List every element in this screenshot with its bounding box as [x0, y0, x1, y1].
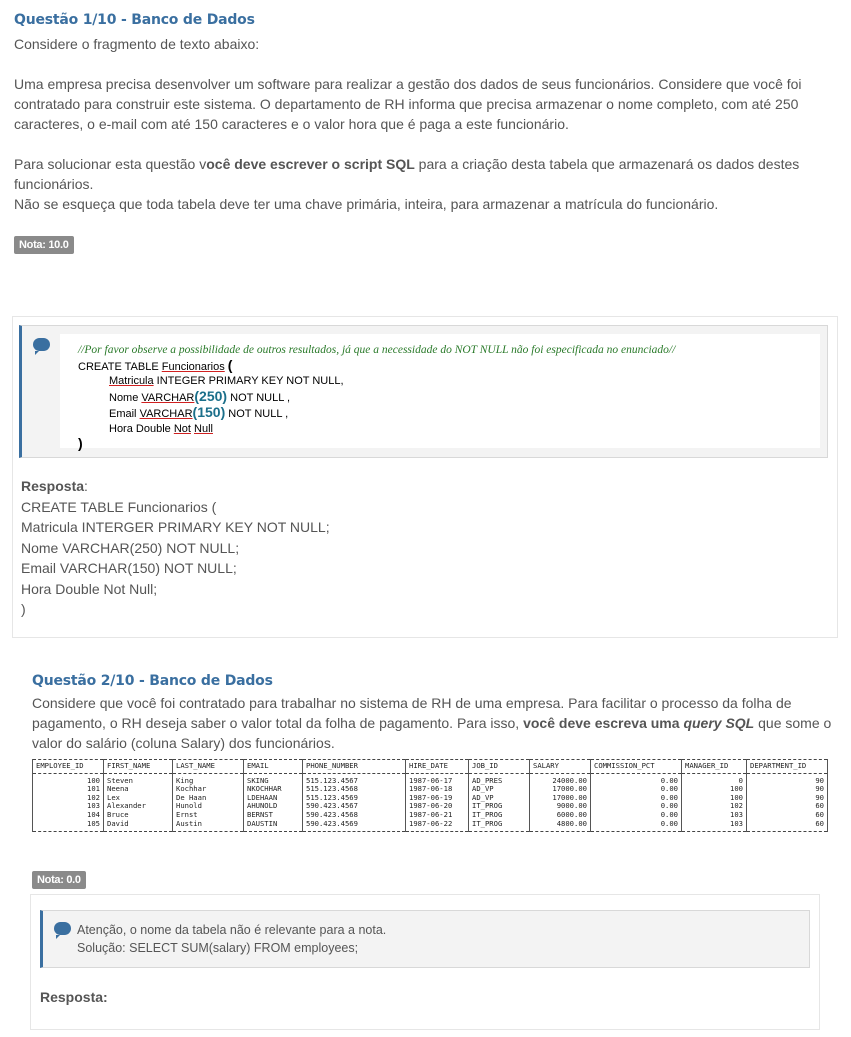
bold-text: ocê deve escrever o script SQL: [206, 156, 415, 172]
table-cell: 102: [682, 802, 747, 811]
table-body: [33, 773, 828, 832]
text: Considere que você foi contratado para trabalhar no sistema de RH de uma empresa. Para facilitar o processo da folha de pagamento, o RH deseja saber o valor total da folha de pagamento. Para isso,: [32, 695, 792, 731]
table-cell: Bruce: [104, 811, 173, 820]
student-answer: [40, 987, 108, 1008]
table-cell: 17000.00: [530, 785, 591, 794]
table-cell: 103: [33, 802, 104, 811]
text: Para solucionar esta questão v: [14, 156, 207, 172]
question-2-body: [32, 693, 832, 753]
table-cell: David: [104, 820, 173, 832]
table-cell: 101: [33, 785, 104, 794]
table-cell: 515.123.4568: [303, 785, 406, 794]
student-answer: [21, 476, 330, 620]
answer-label: Resposta:: [40, 989, 108, 1005]
comment-line: Solução: SELECT SUM(salary) FROM employees;: [77, 941, 359, 955]
code-text: VARCHAR: [141, 391, 195, 404]
grade-badge: Nota: 0.0: [32, 871, 86, 889]
code-text: CREATE TABLE: [78, 360, 162, 373]
table-cell: IT_PROG: [469, 802, 530, 811]
table-cell: 1987-06-17: [406, 773, 469, 785]
teacher-comment: [40, 910, 810, 968]
table-cell: 60: [747, 802, 828, 811]
table-cell: LDEHAAN: [244, 794, 303, 803]
table-cell: 104: [33, 811, 104, 820]
table-cell: 6000.00: [530, 811, 591, 820]
question-2-title: Questão 2/10 - Banco de Dados: [32, 673, 273, 689]
answer-line: CREATE TABLE Funcionarios (: [21, 498, 217, 515]
question-1-body: [14, 34, 844, 214]
table-cell: 0.00: [591, 794, 682, 803]
teacher-comment: [19, 325, 828, 458]
bold-italic-text: query SQL: [683, 715, 755, 731]
code-text: INTEGER PRIMARY KEY NOT NULL,: [153, 375, 344, 387]
table-cell: 100: [682, 794, 747, 803]
code-text: (150): [192, 404, 226, 420]
table-cell: BERNST: [244, 811, 303, 820]
code-text: Hora Double: [109, 422, 174, 435]
table-header-cell: COMMISSION_PCT: [591, 760, 682, 774]
code-comment-text: //Por favor observe a possibilidade de outros resultados, já que a necessidade do NOT NULL não foi especificada no enunciado//: [78, 344, 676, 356]
table-cell: 90: [747, 785, 828, 794]
table-header-cell: SALARY: [530, 760, 591, 774]
code-line: [78, 436, 820, 453]
table-header-cell: DEPARTMENT_ID: [747, 760, 828, 774]
code-comment: [78, 343, 820, 358]
answer-line: Hora Double Not Null;: [21, 580, 158, 597]
answer-label-text: Resposta: [21, 478, 85, 494]
table-header-cell: EMPLOYEE_ID: [33, 760, 104, 774]
code-line: [78, 405, 820, 422]
question-2-paragraph: [32, 693, 832, 753]
table-cell: Hunold: [173, 802, 244, 811]
table-cell: 590.423.4567: [303, 802, 406, 811]
table-cell: 105: [33, 820, 104, 832]
code-line: [78, 389, 820, 406]
question-1-paragraph-1: Uma empresa precisa desenvolver um software para realizar a gestão dos dados de seus funcionários. Considere que você foi contratado para construir este sistema. O departamento de RH informa que precisa armazenar o nome completo, com até 250 caracteres, o e-mail com até 150 caracteres e o valor hora que é paga a este funcionário.: [14, 76, 802, 132]
table-row: [33, 820, 828, 832]
table-cell: Alexander: [104, 802, 173, 811]
table-cell: Ernst: [173, 811, 244, 820]
answer-line: ): [21, 601, 26, 617]
table-cell: 1987-06-22: [406, 820, 469, 832]
code-text: (: [227, 356, 233, 373]
table-cell: IT_PROG: [469, 811, 530, 820]
grade-badge: Nota: 10.0: [14, 236, 74, 254]
comment-text: [77, 921, 386, 957]
table-header-cell: MANAGER_ID: [682, 760, 747, 774]
table-cell: 515.123.4569: [303, 794, 406, 803]
table-cell: Austin: [173, 820, 244, 832]
code-text: Matricula: [109, 375, 154, 387]
answer-label: [21, 476, 330, 497]
answer-line: Nome VARCHAR(250) NOT NULL;: [21, 539, 240, 556]
table-cell: 1987-06-19: [406, 794, 469, 803]
question-1-paragraph-3: Não se esqueça que toda tabela deve ter uma chave primária, inteira, para armazenar a matrícula do funcionário.: [14, 196, 719, 212]
code-text: NOT NULL ,: [227, 391, 291, 404]
bold-text: você deve escreva uma: [523, 715, 684, 731]
table-cell: Steven: [104, 773, 173, 785]
table-cell: NKOCHHAR: [244, 785, 303, 794]
employees-table: [32, 759, 828, 832]
code-text: Email: [109, 408, 140, 420]
table-cell: 0.00: [591, 802, 682, 811]
table-cell: 60: [747, 820, 828, 832]
table-cell: 0.00: [591, 785, 682, 794]
comment-icon: [33, 338, 50, 351]
code-text: VARCHAR: [139, 408, 193, 420]
employees-table-image: [32, 759, 828, 832]
table-cell: 60: [747, 811, 828, 820]
table-cell: Lex: [104, 794, 173, 803]
code-line: [78, 374, 820, 389]
table-cell: 90: [747, 794, 828, 803]
table-header-cell: PHONE_NUMBER: [303, 760, 406, 774]
code-text: Not: [173, 422, 191, 435]
table-cell: 4800.00: [530, 820, 591, 832]
table-cell: 102: [33, 794, 104, 803]
text: para a criação desta tabela que armazenará os dados destes funcionários.: [14, 156, 800, 192]
table-cell: 515.123.4567: [303, 773, 406, 785]
table-cell: AD_VP: [469, 785, 530, 794]
table-cell: 24000.00: [530, 773, 591, 785]
table-cell: SKING: [244, 773, 303, 785]
table-cell: 103: [682, 811, 747, 820]
code-text: Nome: [109, 391, 142, 404]
table-cell: 17000.00: [530, 794, 591, 803]
table-header-cell: EMAIL: [244, 760, 303, 774]
table-cell: 0.00: [591, 811, 682, 820]
code-text: ): [78, 435, 83, 451]
table-cell: King: [173, 773, 244, 785]
code-text: NOT NULL ,: [225, 408, 289, 420]
text: que some o valor do salário (coluna Salary) dos funcionários.: [32, 715, 832, 751]
answer-line: Matricula INTERGER PRIMARY KEY NOT NULL;: [21, 519, 330, 535]
question-1-title: Questão 1/10 - Banco de Dados: [14, 12, 255, 28]
table-header-cell: HIRE_DATE: [406, 760, 469, 774]
table-cell: 1987-06-20: [406, 802, 469, 811]
table-cell: 100: [682, 785, 747, 794]
table-header-cell: FIRST_NAME: [104, 760, 173, 774]
table-cell: 0.00: [591, 820, 682, 832]
table-header-row: [33, 760, 828, 774]
question-1-paragraph-2: [14, 154, 844, 194]
table-cell: 90: [747, 773, 828, 785]
table-cell: 100: [33, 773, 104, 785]
sql-solution-code: [60, 334, 820, 451]
table-cell: IT_PROG: [469, 820, 530, 832]
table-cell: 590.423.4568: [303, 811, 406, 820]
table-cell: AD_VP: [469, 794, 530, 803]
answer-line: Email VARCHAR(150) NOT NULL;: [21, 560, 237, 576]
table-cell: AHUNOLD: [244, 802, 303, 811]
table-cell: 103: [682, 820, 747, 832]
table-cell: 590.423.4569: [303, 820, 406, 832]
table-cell: 1987-06-21: [406, 811, 469, 820]
question-1-intro: Considere o fragmento de texto abaixo:: [14, 36, 260, 52]
table-header-cell: JOB_ID: [469, 760, 530, 774]
table-cell: 9000.00: [530, 802, 591, 811]
table-header-cell: LAST_NAME: [173, 760, 244, 774]
code-line: [78, 358, 820, 375]
table-cell: 0: [682, 773, 747, 785]
code-line: [78, 422, 820, 437]
comment-line: Atenção, o nome da tabela não é relevante para a nota.: [77, 923, 387, 937]
table-cell: 0.00: [591, 773, 682, 785]
table-cell: Kochhar: [173, 785, 244, 794]
table-cell: DAUSTIN: [244, 820, 303, 832]
table-cell: AD_PRES: [469, 773, 530, 785]
comment-icon: [54, 922, 71, 935]
table-cell: De Haan: [173, 794, 244, 803]
answer-label-colon: :: [84, 478, 88, 494]
code-text: Null: [194, 422, 213, 435]
table-cell: Neena: [104, 785, 173, 794]
code-text: (250): [194, 387, 228, 404]
code-text: Funcionarios: [161, 360, 225, 373]
table-cell: 1987-06-18: [406, 785, 469, 794]
